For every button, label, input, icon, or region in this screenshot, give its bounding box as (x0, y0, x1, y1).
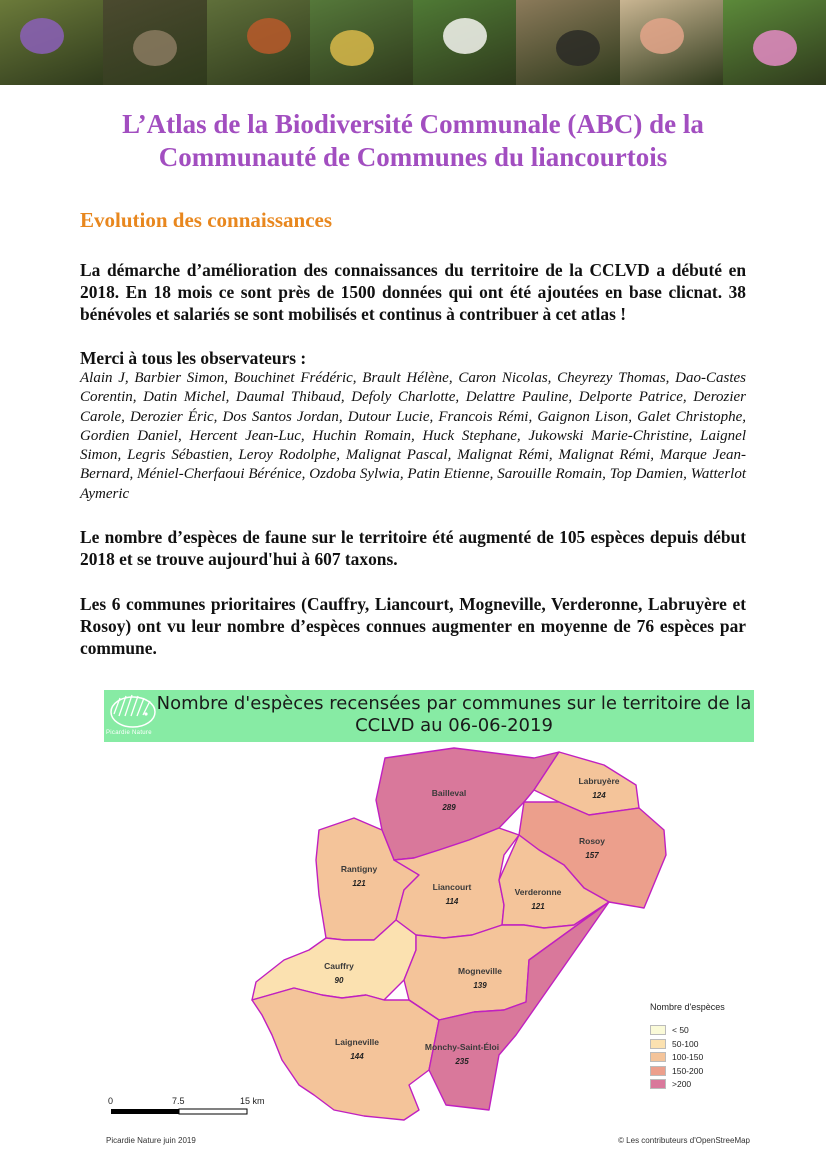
legend-label: 150-200 (672, 1065, 704, 1076)
thanks-heading: Merci à tous les observateurs : (80, 348, 307, 368)
legend-item (650, 1066, 703, 1076)
commune-label: Mogneville (458, 966, 502, 976)
legend-title: Nombre d'espèces (650, 1002, 725, 1012)
red-squirrel-photo (207, 0, 310, 85)
legend-label: 100-150 (672, 1052, 704, 1062)
pasque-flower-photo (0, 0, 103, 85)
legend-swatch (650, 1039, 666, 1049)
commune-species-count: 124 (592, 791, 606, 800)
fauna-paragraph: Le nombre d’espèces de faune sur le territoire été augmenté de 105 espèces depuis début 2018 et se trouve aujourd'hui à 607 taxons. (80, 527, 746, 569)
scale-tick-1: 7.5 (172, 1096, 185, 1106)
commune-species-count: 121 (531, 902, 545, 911)
commune-label: Liancourt (432, 882, 472, 892)
map-title: Nombre d'espèces recensées par communes sur le territoire de la CCLVD au 06-06-2019 (156, 693, 752, 736)
volunteers-photo (620, 0, 723, 85)
section-title: Evolution des connaissances (80, 208, 333, 232)
scale-tick-0: 0 (108, 1096, 114, 1106)
legend-item (650, 1025, 689, 1035)
map-title-banner (104, 690, 754, 742)
commune-label: Bailleval (431, 788, 467, 798)
legend-label: >200 (672, 1079, 692, 1089)
commune-species-count: 114 (445, 897, 459, 906)
commune-species-count: 144 (350, 1052, 364, 1061)
pink-flower-photo (723, 0, 826, 85)
credit-right: © Les contributeurs d'OpenStreeMap (618, 1136, 750, 1145)
commune-species-count: 157 (585, 851, 599, 860)
legend-item (650, 1039, 698, 1049)
legend-swatch (650, 1066, 666, 1076)
owlets-photo (103, 0, 206, 85)
commune-label: Verderonne (514, 887, 562, 897)
intro-paragraph: La démarche d’amélioration des connaissances du territoire de la CCLVD a débuté en 2018. En 18 mois ce sont près de 1500 données qui ont été ajoutées en base clicnat. 38 bénévoles et salariés se sont mobilisés et continus à contribuer à cet atlas ! (80, 260, 746, 324)
commune-species-count: 235 (455, 1057, 469, 1066)
butterfly-photo (413, 0, 516, 85)
photo-banner (0, 0, 826, 85)
species-map-figure (104, 690, 754, 1150)
legend-swatch (650, 1079, 666, 1089)
orchid-photo (310, 0, 413, 85)
commune-label: Laigneville (335, 1037, 379, 1047)
legend-item (650, 1079, 691, 1089)
credit-left: Picardie Nature juin 2019 (106, 1136, 196, 1145)
observers-list: Alain J, Barbier Simon, Bouchinet Frédéric, Brault Hélène, Caron Nicolas, Cheyrezy Thomas, Dao-Castes Corentin, Datin Michel, Daumal Thibaud, Defoly Charlotte, Delattre Pauline, Delporte Patrice, Derozier Carole, Derozier Éric, Dos Santos Jordan, Dutour Lucie, Francois Rémi, Gaignon Lison, Galet Christophe, Gordien Daniel, Hercent Jean-Luc, Huchin Romain, Huck Stephane, Jukowski Marie-Christine, Laignel Simon, Legris Sébastien, Leroy Rodolphe, Malignat Pascal, Malignat Rémi, Malignat Rémi, Marque Jean-Bernard, Méniel-Cherfaoui Bérénice, Ozdoba Sylwia, Patin Etienne, Sarouille Romain, Top Damien, Watterlot Aymeric (80, 370, 746, 502)
commune-label: Monchy-Saint-Éloi (424, 1042, 500, 1052)
legend-label: 50-100 (672, 1038, 699, 1049)
legend-swatch (650, 1052, 666, 1062)
communes-paragraph: Les 6 communes prioritaires (Cauffry, Liancourt, Mogneville, Verderonne, Labruyère et Rosoy) ont vu leur nombre d’espèces connues augmenter en moyenne de 76 espèces par commune. (80, 594, 746, 658)
toad-photo (516, 0, 619, 85)
commune-label: Labruyère (578, 776, 620, 786)
page-title: L’Atlas de la Biodiversité Communale (ABC) de la Communauté de Communes du liancourtois (122, 109, 704, 172)
commune-label: Cauffry (324, 961, 354, 971)
legend-label: < 50 (672, 1025, 689, 1035)
commune-species-count: 289 (442, 803, 456, 812)
legend-item (650, 1052, 703, 1062)
commune-laigneville (252, 988, 439, 1120)
scale-tick-2: 15 km (240, 1096, 265, 1106)
commune-species-count: 121 (352, 879, 366, 888)
commune-species-count: 90 (334, 976, 344, 985)
commune-label: Rosoy (579, 836, 605, 846)
commune-label: Rantigny (340, 864, 378, 874)
legend-swatch (650, 1025, 666, 1035)
logo-text: Picardie Nature (106, 730, 152, 736)
scale-bar (111, 1109, 247, 1114)
commune-species-count: 139 (473, 981, 487, 990)
